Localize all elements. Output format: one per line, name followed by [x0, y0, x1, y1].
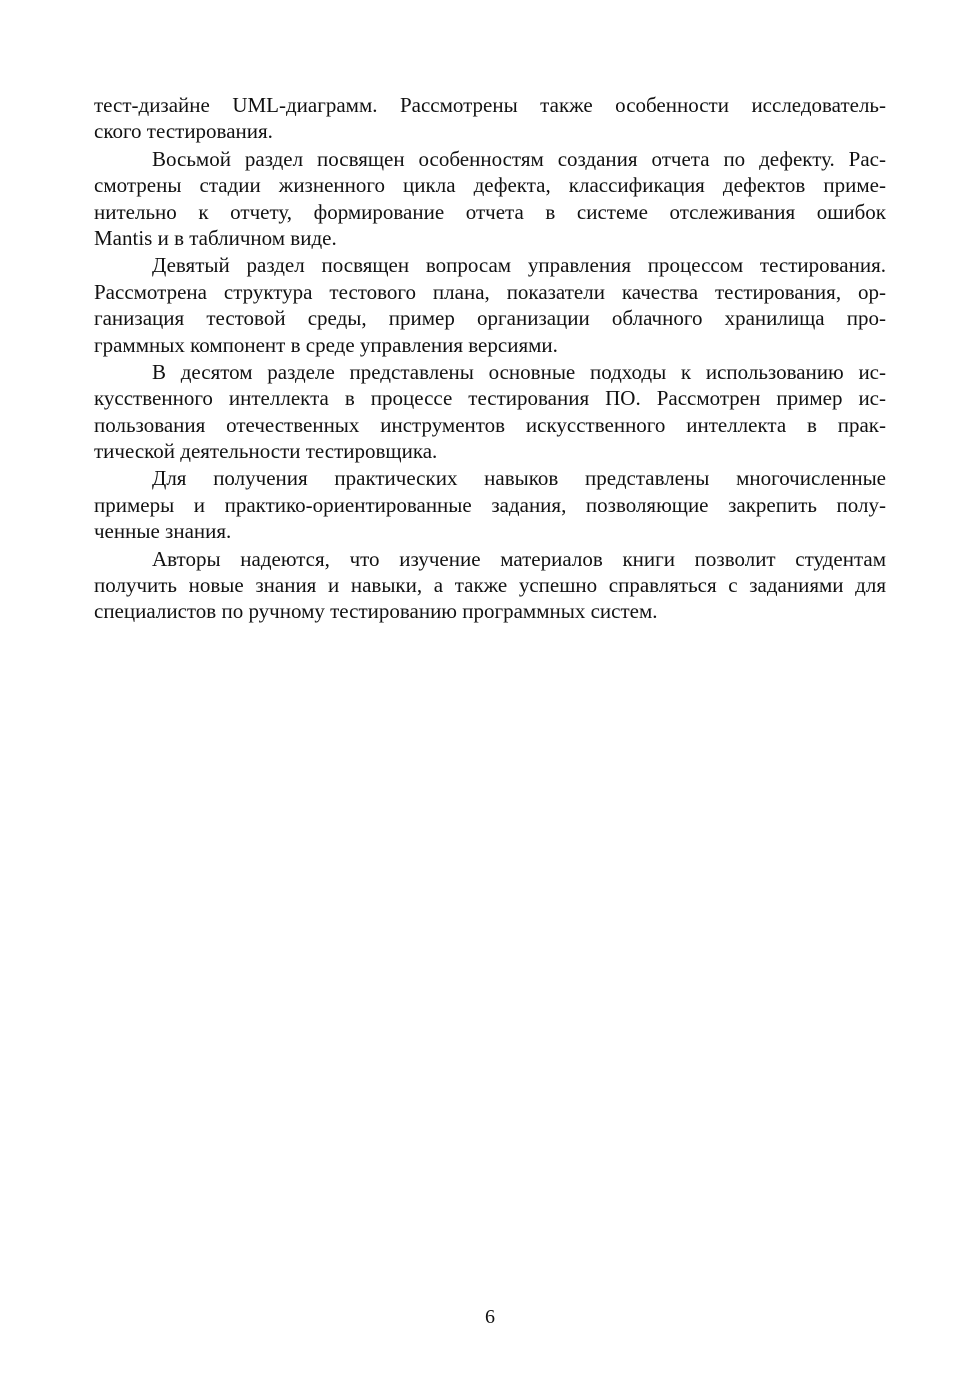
text-line: ского тестирования. [94, 119, 273, 144]
body-text [94, 92, 886, 625]
text-line: Восьмой раздел посвящен особенностям создания отчета по дефекту. Рас- [152, 146, 886, 171]
text-line: пользования отечественных инструментов искусственного интеллекта в прак- [94, 412, 886, 437]
text-line: ченные знания. [94, 519, 232, 544]
text-line: смотрены стадии жизненного цикла дефекта, классификация дефектов приме- [94, 173, 886, 198]
text-line: Для получения практических навыков представлены многочисленные [152, 466, 886, 491]
text-line: примеры и практико-ориентированные задания, позволяющие закрепить полу- [94, 492, 886, 517]
paragraph-section-eight [94, 146, 886, 252]
paragraph-authors-hope [94, 546, 886, 625]
page-number: 6 [485, 1306, 495, 1328]
text-line: получить новые знания и навыки, а также успешно справляться с заданиями для [94, 573, 886, 598]
text-line: Девятый раздел посвящен вопросам управления процессом тестирования. [152, 253, 886, 278]
text-line: ганизация тестовой среды, пример организации облачного хранилища про- [94, 306, 886, 331]
text-line: кусственного интеллекта в процессе тестирования ПО. Рассмотрен пример ис- [94, 386, 886, 411]
text-line: В десятом разделе представлены основные подходы к использованию ис- [152, 359, 886, 384]
text-line: специалистов по ручному тестированию программных систем. [94, 599, 658, 624]
paragraph-section-nine [94, 252, 886, 358]
text-line: граммных компонент в среде управления версиями. [94, 332, 558, 357]
text-line: Mantis и в табличном виде. [94, 225, 337, 250]
text-line: тест-дизайне UML-диаграмм. Рассмотрены также особенности исследователь- [94, 93, 886, 117]
paragraph-practical-skills [94, 465, 886, 544]
text-line: Авторы надеются, что изучение материалов книги позволит студентам [152, 546, 886, 571]
paragraph-uml-continuation [94, 92, 886, 145]
text-line: Рассмотрена структура тестового плана, показатели качества тестирования, ор- [94, 279, 886, 304]
paragraph-section-ten [94, 359, 886, 465]
text-line: нительно к отчету, формирование отчета в системе отслеживания ошибок [94, 199, 886, 224]
text-line: тической деятельности тестировщика. [94, 439, 438, 464]
